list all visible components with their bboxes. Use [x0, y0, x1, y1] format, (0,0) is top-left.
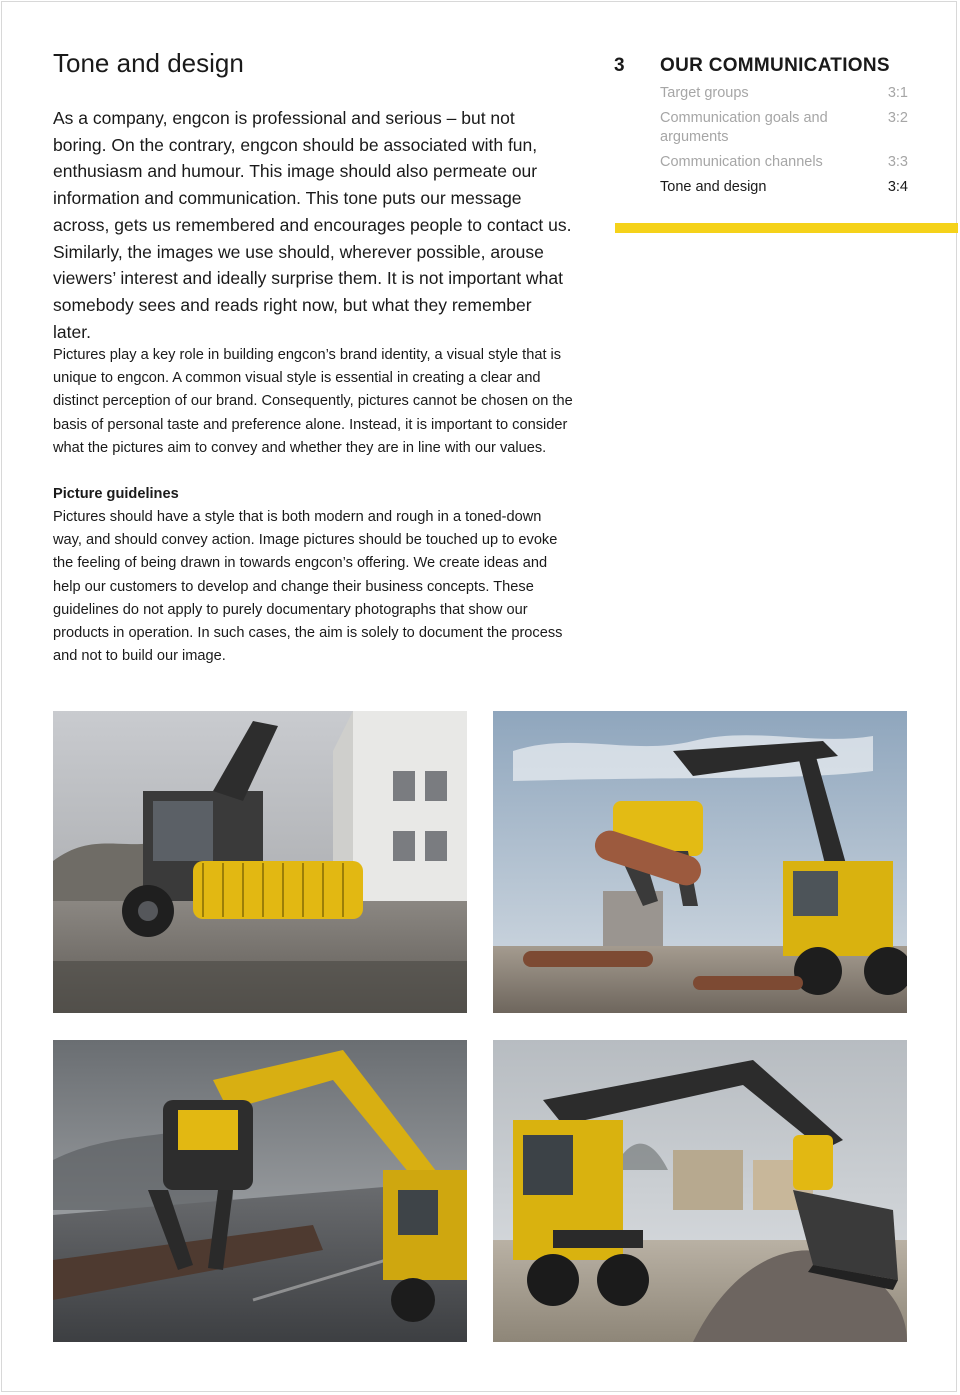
accent-bar	[615, 223, 958, 233]
section-number: 3	[614, 55, 625, 76]
nav-item-communication-channels[interactable]	[660, 153, 908, 172]
nav-item-tone-and-design[interactable]	[660, 178, 908, 197]
excavator-sweeper-photo	[53, 711, 467, 1013]
picture-guidelines-paragraph: Pictures should have a style that is both modern and rough in a toned-down way, and should convey action. Image pictures should be touched up to evoke the feeling of being drawn in towards engcon’s offering. We create ideas and help our customers to develop and change their business concepts. These guidelines do not apply to purely documentary photographs that show our products in operation. In such cases, the aim is solely to document the process and not to build our image.	[53, 509, 563, 665]
excavator-tiltrotator-road-photo	[53, 1040, 467, 1342]
picture-guidelines-heading: Picture guidelines	[53, 486, 179, 502]
excavator-gripper-pipe-photo	[493, 711, 907, 1013]
brand-identity-paragraph: Pictures play a key role in building engcon’s brand identity, a visual style that is unique to engcon. A common visual style is essential in creating a clear and distinct perception of our brand. Consequently, pictures cannot be chosen on the basis of personal taste and preference alone. Instead, it is important to consider what the pictures aim to convey and whether they are in line with our values.	[53, 347, 573, 456]
nav-item-label: Communication channels	[660, 154, 823, 170]
nav-item-label: Communication goals and arguments	[660, 110, 828, 145]
nav-item-label: Tone and design	[660, 179, 767, 195]
section-title: OUR COMMUNICATIONS	[660, 55, 890, 76]
intro-paragraph: As a company, engcon is professional and serious – but not boring. On the contrary, engcon should be associated with fun, enthusiasm and humour. This image should also permeate our information and communication. This tone puts our message across, gets us remembered and encourages people to contact us. Similarly, the images we use should, wherever possible, arouse viewers’ interest and ideally surprise them. It is not important what somebody sees and reads right now, but what they remember later.	[53, 108, 572, 342]
excavator-bucket-gravel-photo	[493, 1040, 907, 1342]
nav-item-target-groups[interactable]	[660, 84, 908, 103]
page-title: Tone and design	[53, 48, 244, 78]
nav-item-communication-goals[interactable]	[660, 109, 908, 147]
nav-item-page: 3:3	[887, 154, 908, 170]
section-nav	[660, 84, 908, 203]
nav-item-label: Target groups	[660, 85, 749, 101]
nav-item-page: 3:1	[887, 85, 908, 101]
nav-item-page: 3:4	[887, 179, 908, 195]
nav-item-page: 3:2	[887, 110, 908, 126]
